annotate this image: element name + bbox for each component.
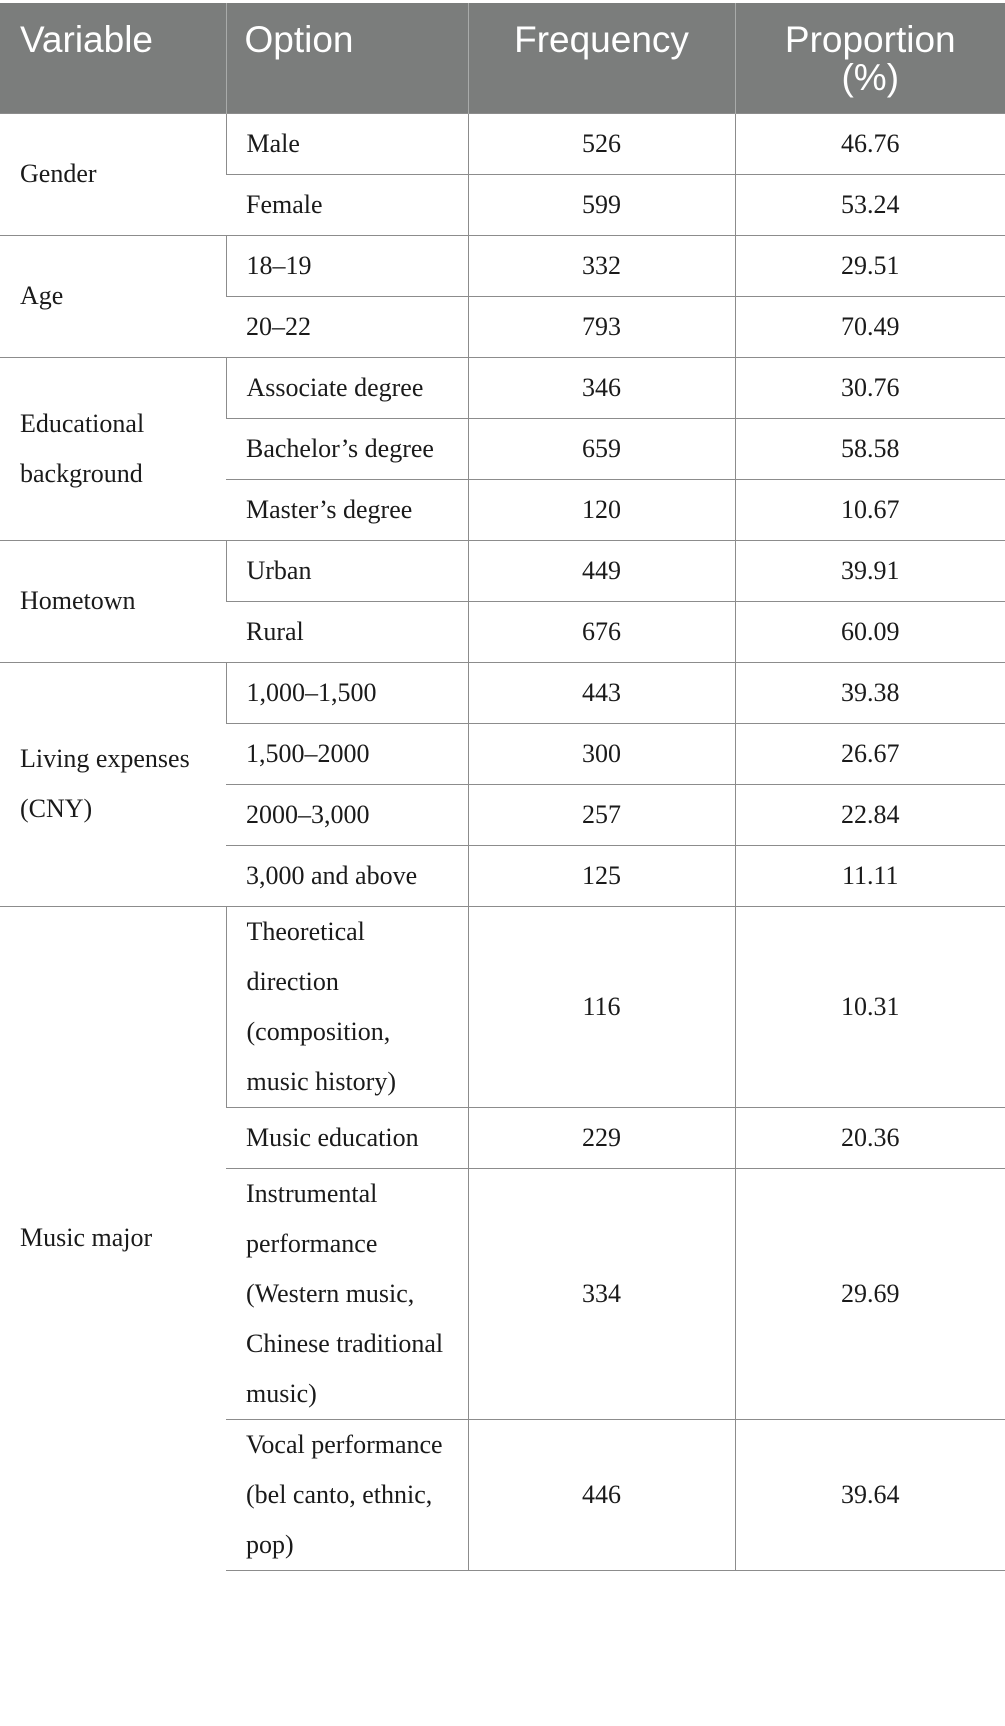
- proportion-cell: 58.58: [735, 418, 1005, 479]
- variable-cell: Living expenses (CNY): [0, 662, 226, 906]
- frequency-cell: 676: [468, 601, 735, 662]
- proportion-cell: 29.69: [735, 1168, 1005, 1419]
- proportion-cell: 39.38: [735, 662, 1005, 723]
- proportion-cell: 53.24: [735, 174, 1005, 235]
- option-cell: Master’s degree: [226, 479, 468, 540]
- variable-cell: Gender: [0, 113, 226, 235]
- table-header: [0, 3, 1005, 113]
- option-cell: Instrumental performance (Western music, Chinese traditional music): [226, 1168, 468, 1419]
- header-frequency: Frequency: [468, 3, 735, 113]
- frequency-cell: 125: [468, 845, 735, 906]
- option-cell: Music education: [226, 1107, 468, 1168]
- option-cell: Theoretical direction (composition, music history): [226, 906, 468, 1107]
- proportion-cell: 10.67: [735, 479, 1005, 540]
- proportion-cell: 26.67: [735, 723, 1005, 784]
- proportion-cell: 70.49: [735, 296, 1005, 357]
- frequency-cell: 346: [468, 357, 735, 418]
- table-row: [0, 113, 1005, 174]
- frequency-cell: 229: [468, 1107, 735, 1168]
- option-cell: Vocal performance (bel canto, ethnic, pop): [226, 1419, 468, 1570]
- proportion-cell: 11.11: [735, 845, 1005, 906]
- option-cell: 3,000 and above: [226, 845, 468, 906]
- proportion-cell: 46.76: [735, 113, 1005, 174]
- option-cell: 1,500–2000: [226, 723, 468, 784]
- frequency-cell: 443: [468, 662, 735, 723]
- option-cell: 20–22: [226, 296, 468, 357]
- table-row: [0, 357, 1005, 418]
- proportion-cell: 20.36: [735, 1107, 1005, 1168]
- frequency-cell: 116: [468, 906, 735, 1107]
- variable-cell: Educational background: [0, 357, 226, 540]
- frequency-cell: 120: [468, 479, 735, 540]
- proportion-cell: 39.91: [735, 540, 1005, 601]
- frequency-cell: 257: [468, 784, 735, 845]
- table-row: [0, 235, 1005, 296]
- option-cell: 18–19: [226, 235, 468, 296]
- frequency-cell: 449: [468, 540, 735, 601]
- header-proportion: Proportion (%): [735, 3, 1005, 113]
- table-row: [0, 662, 1005, 723]
- table-row: [0, 540, 1005, 601]
- option-cell: Rural: [226, 601, 468, 662]
- variable-cell: Hometown: [0, 540, 226, 662]
- frequency-cell: 334: [468, 1168, 735, 1419]
- frequency-cell: 659: [468, 418, 735, 479]
- proportion-cell: 60.09: [735, 601, 1005, 662]
- proportion-cell: 39.64: [735, 1419, 1005, 1570]
- table-row: [0, 906, 1005, 1107]
- frequency-cell: 793: [468, 296, 735, 357]
- option-cell: 2000–3,000: [226, 784, 468, 845]
- frequency-cell: 526: [468, 113, 735, 174]
- frequency-cell: 300: [468, 723, 735, 784]
- option-cell: Associate degree: [226, 357, 468, 418]
- frequency-cell: 446: [468, 1419, 735, 1570]
- proportion-cell: 29.51: [735, 235, 1005, 296]
- frequency-cell: 599: [468, 174, 735, 235]
- header-option: Option: [226, 3, 468, 113]
- demographics-table: [0, 3, 1005, 1571]
- proportion-cell: 22.84: [735, 784, 1005, 845]
- option-cell: Urban: [226, 540, 468, 601]
- proportion-cell: 30.76: [735, 357, 1005, 418]
- variable-cell: Age: [0, 235, 226, 357]
- variable-cell: Music major: [0, 906, 226, 1570]
- header-variable: Variable: [0, 3, 226, 113]
- proportion-cell: 10.31: [735, 906, 1005, 1107]
- frequency-cell: 332: [468, 235, 735, 296]
- option-cell: 1,000–1,500: [226, 662, 468, 723]
- option-cell: Female: [226, 174, 468, 235]
- option-cell: Bachelor’s degree: [226, 418, 468, 479]
- option-cell: Male: [226, 113, 468, 174]
